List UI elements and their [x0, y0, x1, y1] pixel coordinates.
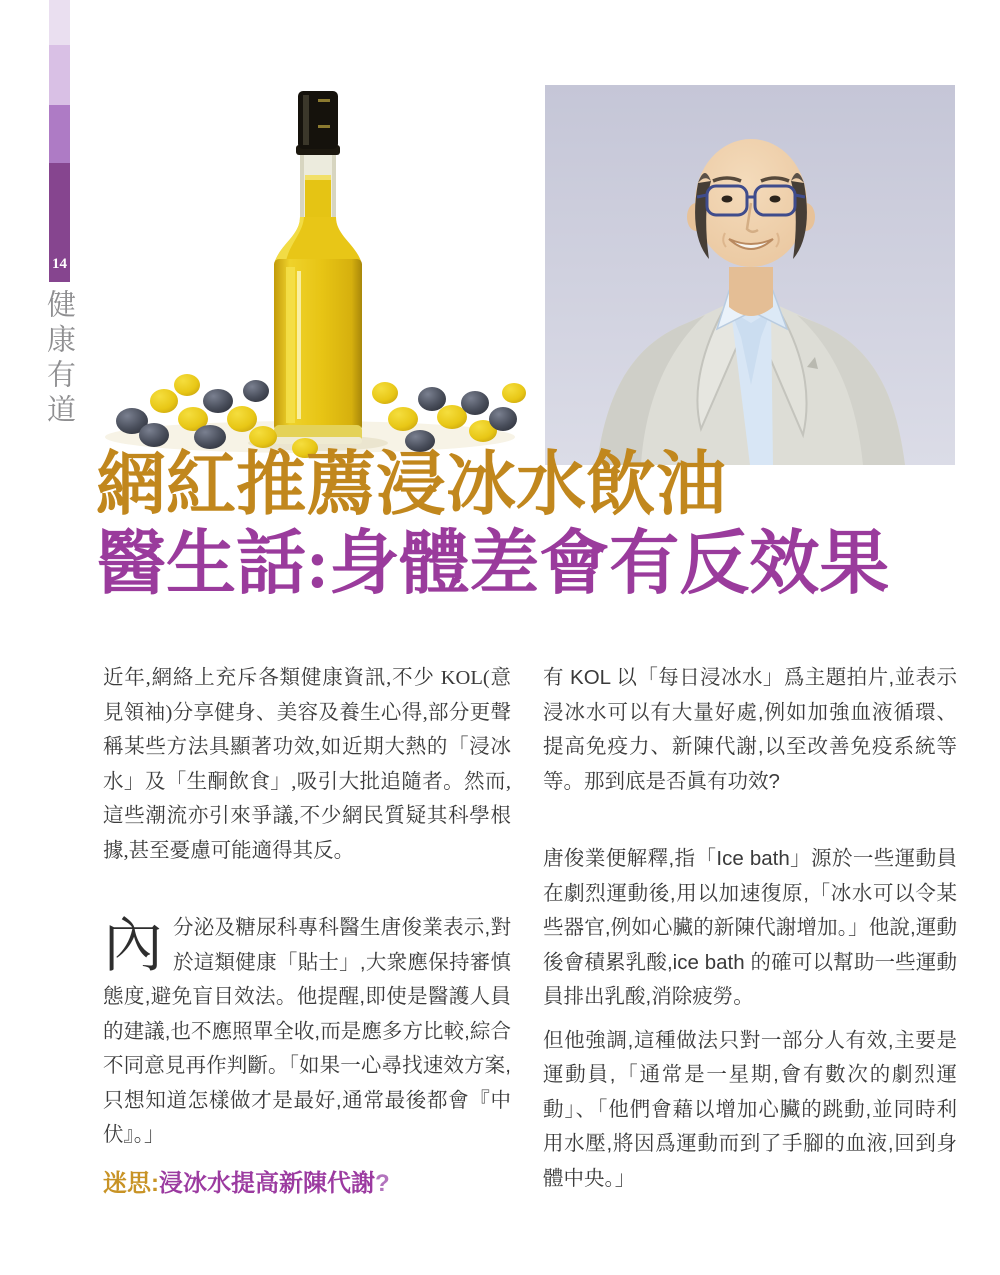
myth-subhead-question-mark: ?	[375, 1170, 390, 1197]
myth-subhead	[103, 1163, 390, 1198]
sidebar-bar-segment-3	[49, 105, 70, 163]
sidebar-bar-segment-1	[49, 0, 70, 45]
paragraph-intro: 近年,網絡上充斥各類健康資訊,不少 KOL(意見領袖)分享健身、美容及養生心得,部分更聲稱某些方法具顯著功效,如近期大熱的「浸冰水」及「生酮飲食」,吸引大批追隨者。然而,這些潮流亦引來爭議,不少網民質疑其科學根據,甚至憂慮可能適得其反。	[103, 667, 511, 862]
doctor-portrait-photo	[545, 85, 955, 465]
headline-line2: 醫生話:身體差會有反效果	[96, 526, 890, 603]
page-number: 14	[52, 256, 67, 272]
paragraph-ice-bath-explained: 唐俊業便解釋,指「Ice bath」源於一些運動員在劇烈運動後,用以加速復原,「冰水可以令某些器官,例如心臟的新陳代謝增加。」他說,運動後會積累乳酸,ice bath 的確可以幫助一些運動員排出乳酸,消除疲勞。	[543, 847, 957, 1008]
section-title-vertical: 健康有道	[43, 289, 75, 429]
myth-subhead-prefix: 迷思:	[103, 1170, 159, 1197]
dropcap-character: 內	[103, 912, 163, 979]
paragraph-ice-bath-caveat: 但他強調,這種做法只對一部分人有效,主要是運動員,「通常是一星期,會有數次的劇烈運動」、「他們會藉以增加心臟的跳動,並同時利用水壓,將因爲運動而到了手腳的血液,回到身體中央。」	[543, 1028, 957, 1190]
sidebar-bar-segment-2	[49, 45, 70, 105]
paragraph-kol-claims: 有 KOL 以「每日浸冰水」爲主題拍片,並表示浸冰水可以有大量好處,例如加強血液循環、提高免疫力、新陳代謝,以至改善免疫系統等等。那到底是否眞有功效?	[543, 666, 957, 793]
myth-subhead-text: 浸冰水提高新陳代謝	[159, 1170, 375, 1197]
article-column-left	[103, 661, 511, 1153]
paragraph-doctor-advice-text: 分泌及糖尿科專科醫生唐俊業表示,對於這類健康「貼士」,大衆應保持審慎態度,避免盲目效法。他提醒,即使是醫護人員的建議,也不應照單全收,而是應多方比較,綜合不同意見再作判斷。「如果一心尋找速效方案,只想知道怎樣做才是最好,通常最後都會『中伏』。」	[103, 916, 511, 1146]
paragraph-doctor-advice	[103, 911, 511, 1153]
article-column-right	[543, 661, 957, 1196]
headline-line1: 網紅推薦浸冰水飲油	[96, 447, 726, 524]
olive-oil-bottle-photo	[90, 85, 530, 460]
article-headline	[96, 446, 889, 604]
olives-left-cluster	[116, 374, 277, 449]
neck	[729, 267, 773, 316]
oil-bottle	[274, 91, 362, 444]
